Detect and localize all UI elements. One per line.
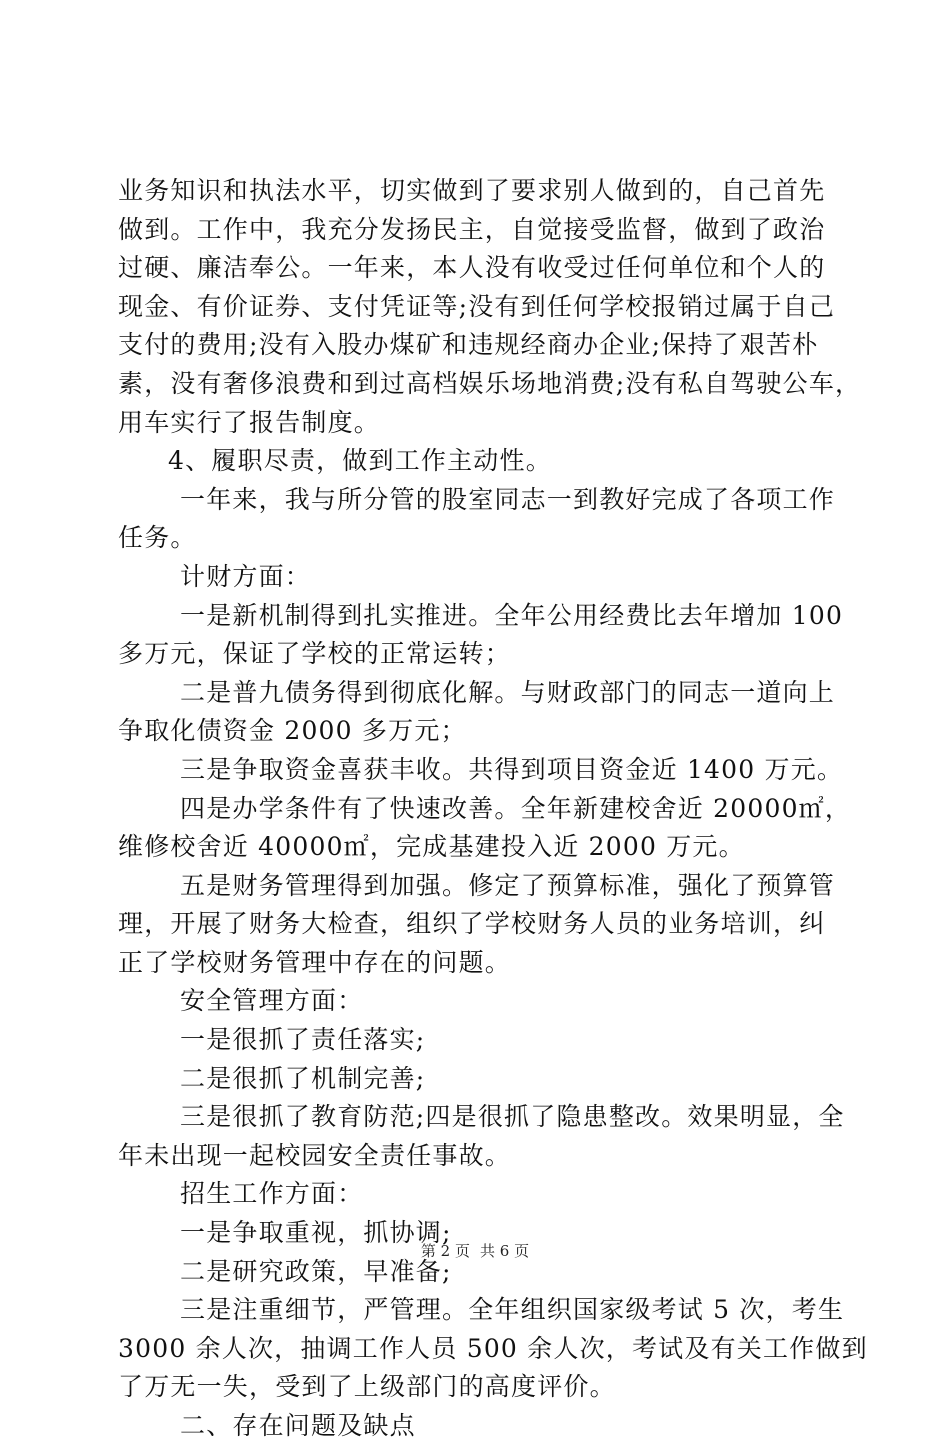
text-line: 五是财务管理得到加强。修定了预算标准，强化了预算管: [180, 870, 836, 900]
text-line: 二是研究政策，早准备;: [180, 1256, 452, 1286]
text-line: 四是办学条件有了快速改善。全年新建校舍近 20000㎡，: [180, 793, 852, 823]
text-line: 做到。工作中，我充分发扬民主，自觉接受监督，做到了政治: [118, 214, 826, 244]
text-line: 一是新机制得到扎实推进。全年公用经费比去年增加 100: [180, 600, 844, 630]
text-line: 三是注重细节，严管理。全年组织国家级考试 5 次，考生: [180, 1295, 845, 1325]
text-line: 维修校舍近 40000㎡，完成基建投入近 2000 万元。: [118, 832, 745, 862]
text-line: 任务。: [118, 523, 197, 553]
text-line: 年未出现一起校园安全责任事故。: [118, 1140, 512, 1170]
text-line: 三是很抓了教育防范;四是很抓了隐患整改。效果明显，全: [180, 1102, 845, 1132]
text-line: 业务知识和执法水平，切实做到了要求别人做到的，自己首先: [118, 176, 826, 205]
text-line: 二是很抓了机制完善;: [180, 1063, 426, 1093]
text-line: 三是争取资金喜获丰收。共得到项目资金近 1400 万元。: [180, 754, 844, 784]
text-line: 过硬、廉洁奉公。一年来，本人没有收受过任何单位和个人的: [118, 253, 826, 283]
section-heading: 二、存在问题及缺点: [180, 1411, 416, 1440]
subsection-heading: 计财方面：: [180, 561, 312, 591]
text-line: 支付的费用;没有入股办煤矿和违规经商办企业;保持了艰苦朴: [118, 330, 819, 360]
text-line: 正了学校财务管理中存在的问题。: [118, 947, 512, 977]
text-line: 一年来，我与所分管的股室同志一到教好完成了各项工作: [180, 484, 836, 514]
text-line: 二是普九债务得到彻底化解。与财政部门的同志一道向上: [180, 677, 836, 707]
text-line: 3000 余人次，抽调工作人员 500 余人次，考试及有关工作做到: [118, 1333, 868, 1363]
text-line: 素，没有奢侈浪费和到过高档娱乐场地消费;没有私自驾驶公车，: [118, 368, 862, 398]
subsection-heading: 招生工作方面：: [180, 1179, 364, 1209]
section-heading: 4、履职尽责，做到工作主动性。: [168, 446, 552, 476]
subsection-heading: 安全管理方面：: [180, 986, 364, 1016]
text-line: 一是很抓了责任落实;: [180, 1025, 426, 1055]
text-line: 了万无一失，受到了上级部门的高度评价。: [118, 1372, 616, 1402]
page-footer: [0, 1241, 950, 1261]
text-line: 用车实行了报告制度。: [118, 407, 381, 437]
text-line: 现金、有价证券、支付凭证等;没有到任何学校报销过属于自己: [118, 291, 836, 321]
text-line: 争取化债资金 2000 多万元；: [118, 716, 467, 746]
page-total: 共 6 页: [480, 1242, 530, 1260]
text-line: 理，开展了财务大检查，组织了学校财务人员的业务培训，纠: [118, 909, 826, 939]
text-line: 多万元，保证了学校的正常运转；: [118, 639, 512, 669]
page-number: 第 2 页: [420, 1242, 470, 1260]
text-line: 一是争取重视，抓协调;: [180, 1218, 452, 1248]
